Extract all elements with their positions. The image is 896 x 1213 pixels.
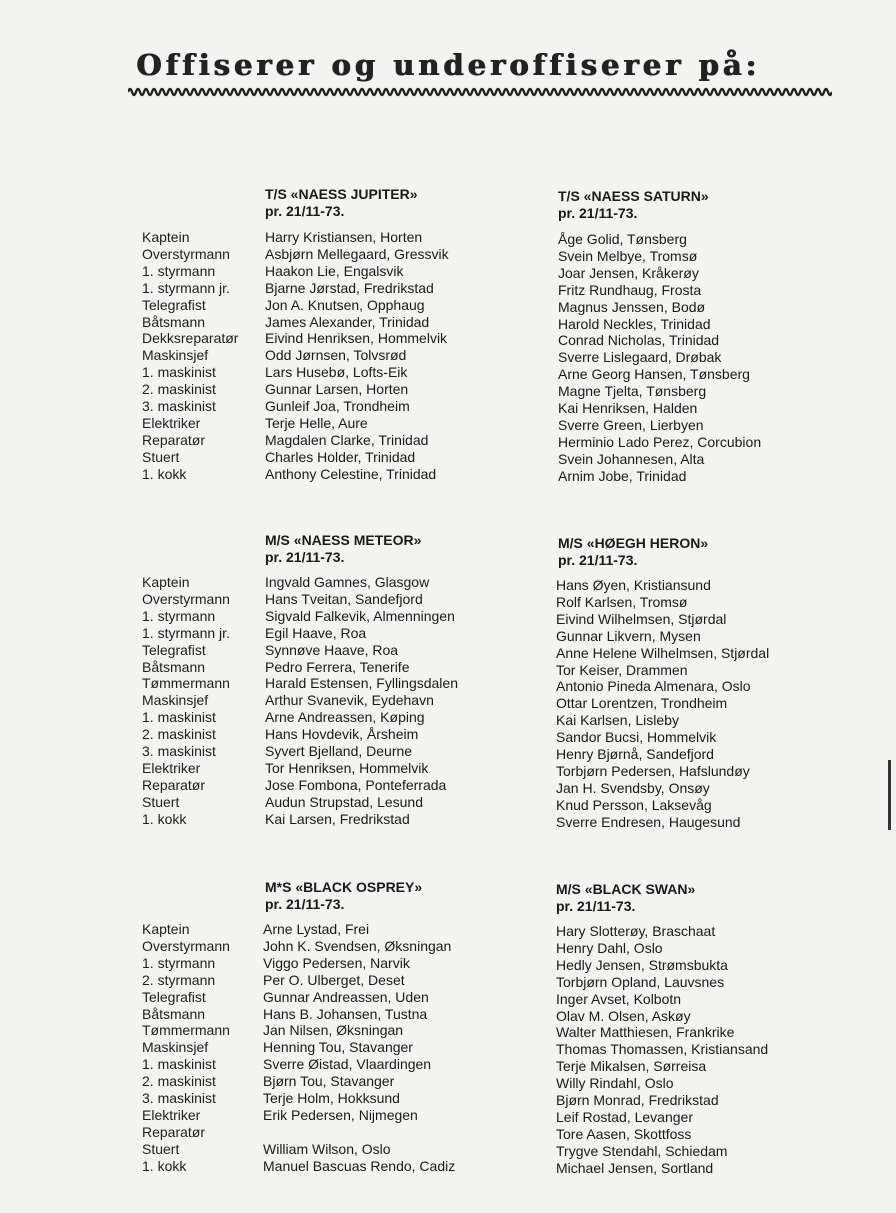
crew-entry: Bjørn Tou, Stavanger (263, 1073, 395, 1090)
crew-entry: Rolf Karlsen, Tromsø (556, 593, 688, 610)
crew-entry: Synnøve Haave, Roa (265, 641, 399, 658)
role-label: Båtsmann (142, 658, 206, 675)
role-label: Telegrafist (142, 296, 206, 313)
role-label: Reparatør (142, 776, 206, 793)
crew-entry: Hans Tveitan, Sandefjord (265, 590, 423, 607)
role-label: 2. maskinist (142, 381, 216, 398)
crew-entry: Jan H. Svendsby, Onsøy (556, 779, 710, 796)
role-list (142, 574, 230, 828)
crew-entry: Sigvald Falkevik, Almenningen (265, 607, 455, 624)
crew-entry: Hary Slotterøy, Braschaat (556, 923, 716, 939)
crew-entry: Tore Aasen, Skottfoss (556, 1125, 692, 1142)
crew-entry: Kai Karlsen, Lisleby (556, 712, 679, 729)
crew-entry: Tor Henriksen, Hommelvik (265, 759, 429, 776)
crew-entry: Olav M. Olsen, Askøy (556, 1007, 691, 1024)
role-label: 2. maskinist (142, 726, 216, 743)
crew-entry: Sverre Lislegaard, Drøbak (558, 349, 722, 366)
crew-entry: Sverre Endresen, Haugesund (556, 813, 741, 830)
crew-entry: Henning Tou, Stavanger (263, 1039, 413, 1056)
ship-header-naess-jupiter (265, 186, 418, 220)
ship-header-hoegh-heron (558, 535, 708, 569)
role-label: Dekksreparatør (142, 330, 239, 347)
crew-entry: Gunnar Larsen, Horten (265, 381, 409, 398)
role-label: Stuert (142, 448, 180, 465)
role-label: Kaptein (142, 574, 190, 590)
crew-entry: Hans B. Johansen, Tustna (263, 1005, 428, 1022)
crew-entry: Inger Avset, Kolbotn (556, 990, 682, 1007)
crew-entry: Lars Husebø, Lofts-Eik (265, 364, 408, 381)
crew-entry: Sandor Bucsi, Hommelvik (556, 729, 717, 746)
crew-entry: Kai Larsen, Fredrikstad (265, 810, 410, 827)
crew-entry: Asbjørn Mellegaard, Gressvik (265, 245, 449, 262)
role-label: 3. maskinist (142, 398, 216, 415)
role-label: Elektriker (142, 759, 201, 776)
ship-name: T/S «NAESS SATURN» (558, 188, 709, 204)
crew-entry: Charles Holder, Trinidad (265, 448, 416, 465)
ship-date: pr. 21/11-73. (558, 552, 638, 568)
crew-entry: Fritz Rundhaug, Frosta (558, 281, 702, 298)
role-label: Elektriker (142, 414, 201, 431)
crew-list-naess-jupiter (265, 229, 449, 483)
crew-entry: Knud Persson, Laksevåg (556, 796, 712, 813)
role-label: 2. maskinist (142, 1073, 216, 1090)
crew-entry: James Alexander, Trinidad (265, 313, 430, 330)
crew-entry: Terje Holm, Hokksund (263, 1090, 400, 1107)
crew-entry: Viggo Pedersen, Narvik (263, 954, 410, 971)
role-label: Båtsmann (142, 1005, 206, 1022)
wavy-divider (128, 84, 832, 100)
ship-header-naess-meteor (265, 532, 421, 566)
crew-entry: Magnus Jenssen, Bodø (558, 298, 706, 315)
crew-entry: Leif Rostad, Levanger (556, 1108, 693, 1125)
role-label: Overstyrmann (142, 245, 230, 262)
crew-entry: Henry Dahl, Oslo (556, 939, 663, 956)
role-label: Båtsmann (142, 313, 206, 330)
crew-entry: Arne Lystad, Frei (263, 921, 370, 937)
role-label: 1. styrmann (142, 954, 216, 971)
role-label: Maskinsjef (142, 1039, 209, 1056)
crew-entry: Gunnar Likvern, Mysen (556, 627, 701, 644)
crew-entry: Bjørn Monrad, Fredrikstad (556, 1092, 719, 1109)
crew-entry: Egil Haave, Roa (265, 624, 367, 641)
role-label: Tømmermann (142, 675, 230, 692)
crew-entry: Henry Bjørnå, Sandefjord (556, 746, 714, 763)
crew-entry: Trygve Stendahl, Schiedam (556, 1142, 728, 1159)
crew-entry: Jan Nilsen, Øksningan (263, 1022, 404, 1039)
crew-list-black-osprey (263, 921, 455, 1175)
crew-entry: Herminio Lado Perez, Corcubion (558, 433, 762, 450)
crew-entry: Arnim Jobe, Trinidad (558, 467, 687, 484)
role-label: 1. maskinist (142, 1056, 216, 1073)
ship-date: pr. 21/11-73. (265, 896, 345, 912)
ship-header-black-osprey (265, 879, 422, 913)
crew-entry: Magne Tjelta, Tønsberg (558, 383, 707, 400)
role-label: Telegrafist (142, 641, 206, 658)
role-label: Kaptein (142, 921, 190, 937)
ship-header-naess-saturn (558, 188, 709, 222)
role-label: Reparatør (142, 431, 206, 448)
role-label: 1. maskinist (142, 364, 216, 381)
ship-name: M*S «BLACK OSPREY» (265, 879, 423, 895)
crew-entry: Joar Jensen, Kråkerøy (558, 264, 699, 281)
crew-entry: Per O. Ulberget, Deset (263, 971, 405, 988)
crew-entry: Antonio Pineda Almenara, Oslo (556, 678, 751, 695)
page-title: Offiserer og underoffiserer på: (136, 48, 760, 82)
role-label: Maskinsjef (142, 692, 209, 709)
crew-entry: Hedly Jensen, Strømsbukta (556, 956, 728, 973)
role-label: Elektriker (142, 1106, 201, 1123)
crew-entry: Michael Jensen, Sortland (556, 1159, 714, 1176)
crew-entry (263, 1124, 455, 1141)
crew-entry: Tor Keiser, Drammen (556, 661, 688, 678)
crew-entry: Arne Georg Hansen, Tønsberg (558, 366, 750, 383)
crew-entry: Harry Kristiansen, Horten (265, 229, 423, 245)
role-label: 2. styrmann (142, 971, 216, 988)
crew-entry: Torbjørn Pedersen, Hafslundøy (556, 762, 750, 779)
crew-entry: Kai Henriksen, Halden (558, 400, 698, 417)
role-list (142, 921, 230, 1175)
crew-entry: Jose Fombona, Ponteferrada (265, 776, 447, 793)
crew-entry: Magdalen Clarke, Trinidad (265, 431, 429, 448)
role-label: 1. kokk (142, 465, 187, 482)
role-label: Telegrafist (142, 988, 206, 1005)
crew-entry: Anthony Celestine, Trinidad (265, 465, 437, 482)
crew-entry: Pedro Ferrera, Tenerife (265, 658, 410, 675)
ship-name: M/S «BLACK SWAN» (556, 881, 696, 897)
role-label: 1. styrmann (142, 262, 216, 279)
role-label: 1. kokk (142, 810, 187, 827)
role-label: 3. maskinist (142, 743, 216, 760)
crew-entry: Haakon Lie, Engalsvik (265, 262, 404, 279)
role-label: 1. maskinist (142, 709, 216, 726)
role-label: Maskinsjef (142, 347, 209, 364)
crew-entry: Torbjørn Opland, Lauvsnes (556, 973, 725, 990)
crew-entry: Terje Mikalsen, Sørreisa (556, 1058, 707, 1075)
role-label: 1. styrmann jr. (142, 624, 230, 641)
ship-name: M/S «NAESS METEOR» (265, 532, 422, 548)
crew-entry: Audun Strupstad, Lesund (265, 793, 424, 810)
ship-date: pr. 21/11-73. (265, 549, 345, 565)
crew-list-hoegh-heron (556, 577, 769, 831)
crew-entry: Willy Rindahl, Oslo (556, 1075, 674, 1092)
crew-entry: Åge Golid, Tønsberg (558, 231, 687, 247)
crew-entry: John K. Svendsen, Øksningan (263, 937, 452, 954)
role-label: Reparatør (142, 1123, 206, 1140)
crew-entry: Gunnar Andreassen, Uden (263, 988, 429, 1005)
crew-entry: Odd Jørnsen, Tolvsrød (265, 347, 407, 364)
crew-entry: Bjarne Jørstad, Fredrikstad (265, 279, 434, 296)
crew-entry: Ingvald Gamnes, Glasgow (265, 574, 430, 590)
role-label: Overstyrmann (142, 590, 230, 607)
crew-entry: Eivind Wilhelmsen, Stjørdal (556, 610, 727, 627)
crew-entry: Sverre Green, Lierbyen (558, 416, 704, 433)
crew-entry: Sverre Øistad, Vlaardingen (263, 1056, 432, 1073)
crew-entry: Gunleif Joa, Trondheim (265, 398, 410, 415)
crew-entry: Harald Estensen, Fyllingsdalen (265, 675, 458, 692)
role-label: Overstyrmann (142, 937, 230, 954)
crew-entry: Hans Øyen, Kristiansund (556, 577, 711, 593)
crew-entry: Thomas Thomassen, Kristiansand (556, 1041, 769, 1058)
crew-entry: Syvert Bjelland, Deurne (265, 743, 413, 760)
role-label: 1. kokk (142, 1157, 187, 1174)
crew-list-black-swan (556, 923, 768, 1177)
crew-list-naess-saturn (558, 231, 761, 485)
crew-entry: Svein Melbye, Tromsø (558, 247, 698, 264)
role-label: Kaptein (142, 229, 190, 245)
role-label: Tømmermann (142, 1022, 230, 1039)
crew-entry: Anne Helene Wilhelmsen, Stjørdal (556, 644, 770, 661)
role-label: Stuert (142, 1140, 180, 1157)
crew-entry: Hans Hovdevik, Årsheim (265, 726, 419, 743)
crew-entry: Harold Neckles, Trinidad (558, 315, 711, 332)
crew-entry: Conrad Nicholas, Trinidad (558, 332, 720, 349)
role-label: 1. styrmann jr. (142, 279, 230, 296)
ship-header-black-swan (556, 881, 695, 915)
ship-date: pr. 21/11-73. (265, 203, 345, 219)
crew-list-naess-meteor (265, 574, 458, 828)
crew-entry: Jon A. Knutsen, Opphaug (265, 296, 425, 313)
ship-date: pr. 21/11-73. (556, 898, 636, 914)
crew-entry: Erik Pedersen, Nijmegen (263, 1106, 418, 1123)
role-label: 3. maskinist (142, 1090, 216, 1107)
crew-entry: Manuel Bascuas Rendo, Cadiz (263, 1157, 456, 1174)
crew-entry: William Wilson, Oslo (263, 1140, 391, 1157)
ship-name: T/S «NAESS JUPITER» (265, 186, 418, 202)
role-list (142, 229, 238, 483)
ship-name: M/S «HØEGH HERON» (558, 535, 709, 551)
crew-entry: Arthur Svanevik, Eydehavn (265, 692, 434, 709)
crew-entry: Eivind Henriksen, Hommelvik (265, 330, 448, 347)
crew-entry: Ottar Lorentzen, Trondheim (556, 695, 728, 712)
crew-entry: Walter Matthiesen, Frankrike (556, 1024, 735, 1041)
crew-entry: Svein Johannesen, Alta (558, 450, 705, 467)
role-label: 1. styrmann (142, 607, 216, 624)
scan-edge-mark (888, 760, 891, 830)
role-label: Stuert (142, 793, 180, 810)
crew-entry: Arne Andreassen, Køping (265, 709, 425, 726)
crew-entry: Terje Helle, Aure (265, 414, 368, 431)
ship-date: pr. 21/11-73. (558, 205, 638, 221)
